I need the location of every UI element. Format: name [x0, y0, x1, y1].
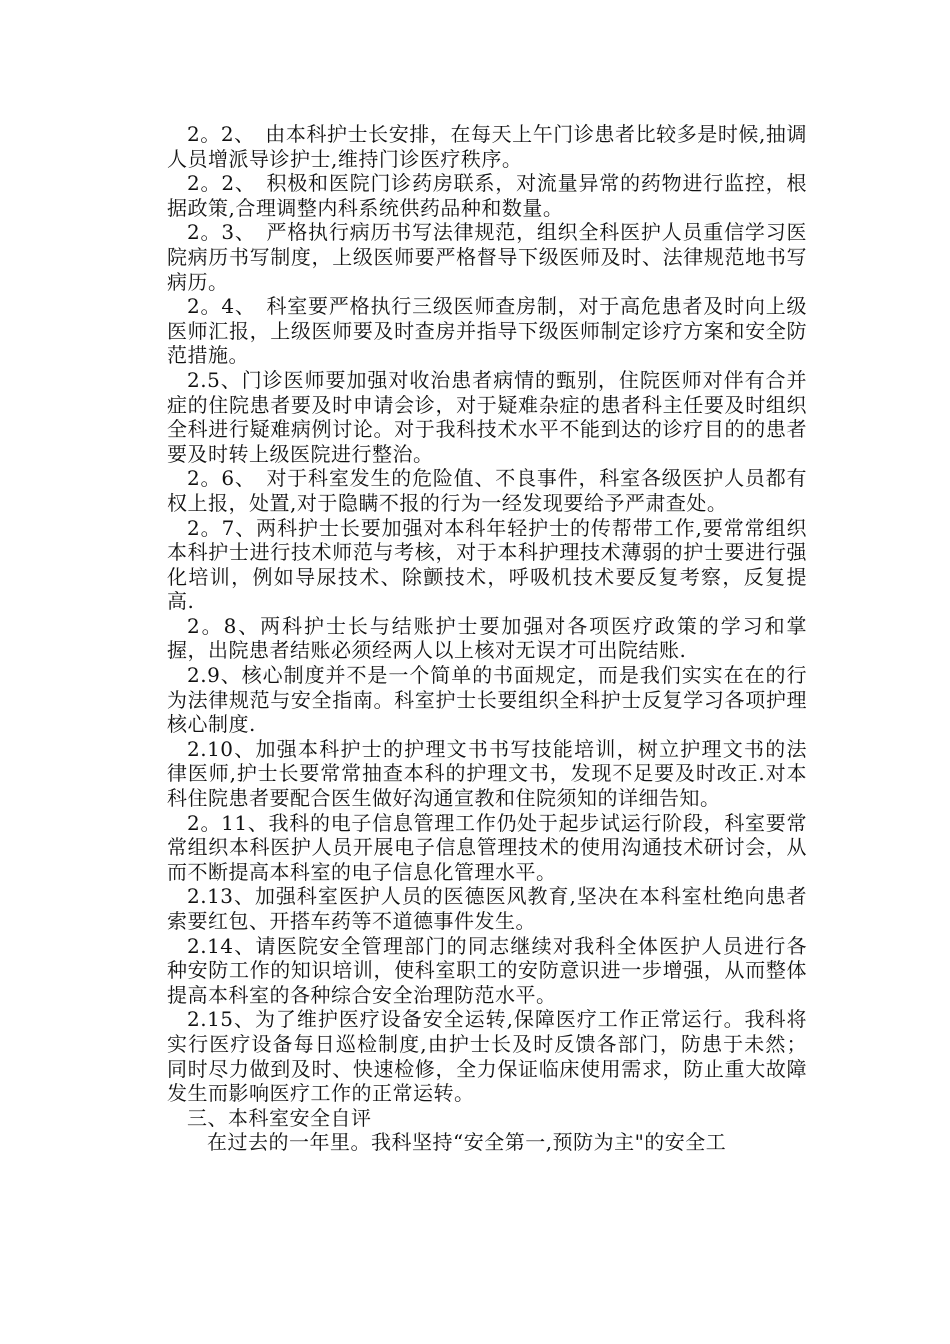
paragraph-2-2-pharmacy: 2。2、 积极和医院门诊药房联系，对流量异常的药物进行监控，根据政策,合理调整内科系统供药品种和数量。 — [167, 171, 807, 220]
paragraph-2-9-core-system: 2.9、核心制度并不是一个简单的书面规定，而是我们实实在在的行为法律规范与安全指南。科室护士长要组织全科护士反复学习各项护理核心制度. — [167, 663, 807, 737]
document-body — [167, 122, 807, 1155]
paragraph-2-7-nurse-training: 2。7、两科护士长要加强对本科年轻护士的传帮带工作,要常常组织本科护士进行技术师范与考核，对于本科护理技术薄弱的护士要进行强化培训，例如导尿技术、除颤技术，呼吸机技术要反复考察，反复提高. — [167, 515, 807, 614]
paragraph-2-15-equipment: 2.15、为了维护医疗设备安全运转,保障医疗工作正常运行。我科将实行医疗设备每日巡检制度,由护士长及时反馈各部门，防患于未然；同时尽力做到及时、快速检修，全力保证临床使用需求，防止重大故障发生而影响医疗工作的正常运转。 — [167, 1007, 807, 1106]
paragraph-2-6-adverse-events: 2。6、 对于科室发生的危险值、不良事件，科室各级医护人员都有权上报，处置,对于隐瞒不报的行为一经发现要给予严肃查处。 — [167, 466, 807, 515]
paragraph-2-5-outpatient: 2.5、门诊医师要加强对收治患者病情的甄别，住院医师对伴有合并症的住院患者要及时申请会诊，对于疑难杂症的患者科主任要及时组织全科进行疑难病例讨论。对于我科技术水平不能到达的诊疗目的的患者要及时转上级医院进行整治。 — [167, 367, 807, 466]
paragraph-2-13-medical-ethics: 2.13、加强科室医护人员的医德医风教育,坚决在本科室杜绝向患者索要红包、开搭车药等不道德事件发生。 — [167, 884, 807, 933]
paragraph-2-8-billing: 2。8、两科护士长与结账护士要加强对各项医疗政策的学习和掌握，出院患者结账必须经两人以上核对无误才可出院结账. — [167, 613, 807, 663]
paragraph-2-11-electronic-info: 2。11、我科的电子信息管理工作仍处于起步试运行阶段，科室要常常组织本科医护人员开展电子信息管理技术的使用沟通技术研讨会，从而不断提高本科室的电子信息化管理水平。 — [167, 810, 807, 884]
paragraph-2-10-nursing-documents: 2.10、加强本科护士的护理文书书写技能培训，树立护理文书的法律医师,护士长要常常抽查本科的护理文书，发现不足要及时改正.对本科住院患者要配合医生做好沟通宣教和住院须知的详细告知。 — [167, 736, 807, 811]
paragraph-2-4-ward-rounds: 2。4、 科室要严格执行三级医师查房制，对于高危患者及时向上级医师汇报，上级医师要及时查房并指导下级医师制定诊疗方案和安全防范措施。 — [167, 294, 807, 368]
section-heading-self-evaluation: 三、本科室安全自评 — [187, 1105, 372, 1130]
paragraph-2-3-medical-records: 2。3、 严格执行病历书写法律规范，组织全科医护人员重信学习医院病历书写制度，上级医师要严格督导下级医师及时、法律规范地书写病历。 — [167, 220, 807, 294]
paragraph-2-2-guide-nurse: 2。2、 由本科护士长安排，在每天上午门诊患者比较多是时候,抽调人员增派导诊护士,维持门诊医疗秩序。 — [167, 122, 807, 171]
paragraph-2-14-safety-training: 2.14、请医院安全管理部门的同志继续对我科全体医护人员进行各种安防工作的知识培训，使科室职工的安防意识进一步增强，从而整体提高本科室的各种综合安全治理防范水平。 — [167, 933, 807, 1007]
paragraph-self-evaluation-intro: 在过去的一年里。我科坚持“安全第一,预防为主"的安全工 — [207, 1130, 727, 1155]
